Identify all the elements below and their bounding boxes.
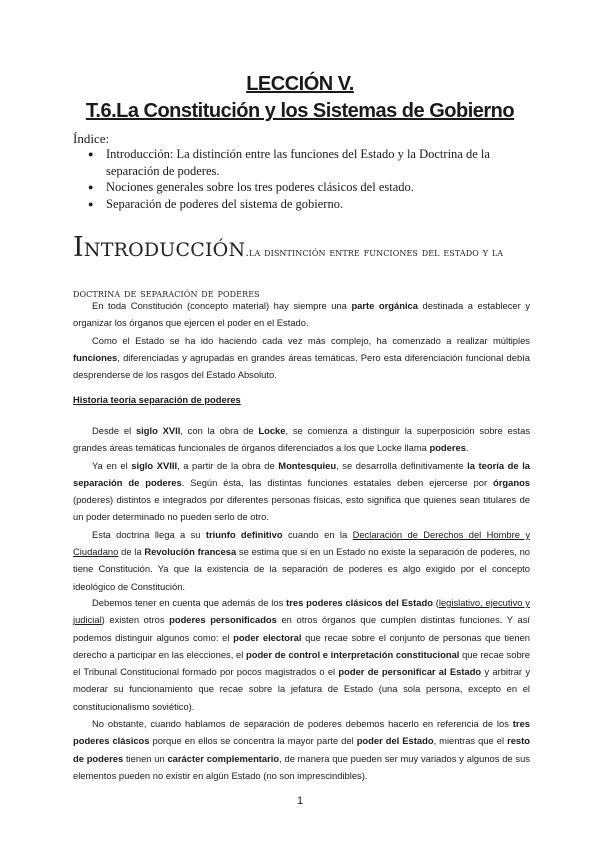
paragraph: No obstante, cuando hablamos de separación de poderes debemos hacerlo en referencia de los tres poderes clásicos porque en ellos se concentra la mayor parte del poder del Estado, mientras que el resto de poderes tienen un carácter complementario, de manera que pueden ser muy variados y algunos de sus elementos pueden no existir en algún Estado (no son imprescindibles). [73,718,530,781]
paragraph: Esta doctrina llega a su triunfo definitivo cuando en la Declaración de Derechos del Hombre y Ciudadano de la Revolución francesa se estima que si en un Estado no existe la separación de poderes, no tiene Constitución. Ya que la existencia de la separación de poderes es algo exigido por el concepto ideológico de Constitución. [73,528,531,592]
tres-poderes-block [73,594,530,784]
index-item: ● Separación de poderes del sistema de gobierno. [82,196,522,213]
topic-title: T.6.La Constitución y los Sistemas de Gobierno [85,100,515,122]
historia-block [73,422,530,595]
lesson-title: LECCIÓN V. [246,73,354,95]
index-list [82,146,522,212]
subheading-historia: Historia teoría separación de poderes [73,394,241,405]
paragraph: Desde el siglo XVII, con la obra de Locke, se comienza a distinguir la superposición sobre estas grandes áreas temáticas funcionales de órganos diferenciados a los que Locke llama poderes. [73,425,531,454]
section-heading-main: Introducción [73,232,246,263]
index-label: Índice: [73,131,110,146]
section-heading-sub: .la disntinción entre funciones del estado y la doctrina de separación de poderes [73,245,504,300]
index-item: ● Introducción: La distinción entre las funciones del Estado y la Doctrina de la separación de poderes. [82,146,522,179]
paragraph: En toda Constitución (concepto material) hay siempre una parte orgánica destinada a establecer y organizar los órganos que ejercen el poder en el Estado. [73,300,531,329]
paragraph: Como el Estado se ha ido haciendo cada vez más complejo, ha comenzado a realizar múltiples funciones, diferenciadas y agrupadas en grandes áreas temáticas. Pero esta diferenciación funcional debía desprenderse de los rasgos del Estado Absoluto. [73,334,530,381]
paragraph: Ya en el siglo XVIII, a partir de la obra de Montesquieu, se desarrolla definitivamente la teoría de la separación de poderes. Según ésta, las distintas funciones estatales deben ejercerse por órganos (poderes) distintos e integrados por diferentes personas físicas, esto significa que quienes sean titulares de un poder determinado no pueden serlo de otro. [73,459,531,523]
intro-block [73,297,530,383]
index-item: ● Nociones generales sobre los tres poderes clásicos del estado. [82,179,522,196]
paragraph: Debemos tener en cuenta que además de los tres poderes clásicos del Estado (legislativo, ejecutivo y judicial) existen otros poderes personificados en otros órganos que cumplen distintas funciones. Y así podemos distinguir algunos como: el poder electoral que recae sobre el conjunto de personas que tienen derecho a participar en las elecciones, el poder de control e interpretación constitucional que recae sobre el Tribunal Constitucional formado por pocos magistrados o el poder de personificar al Estado y arbitrar y moderar su funcionamiento que recae sobre la jefatura de Estado (una sola persona, excepto en el constitucionalismo soviético). [73,597,531,712]
page-number: 1 [296,795,304,807]
